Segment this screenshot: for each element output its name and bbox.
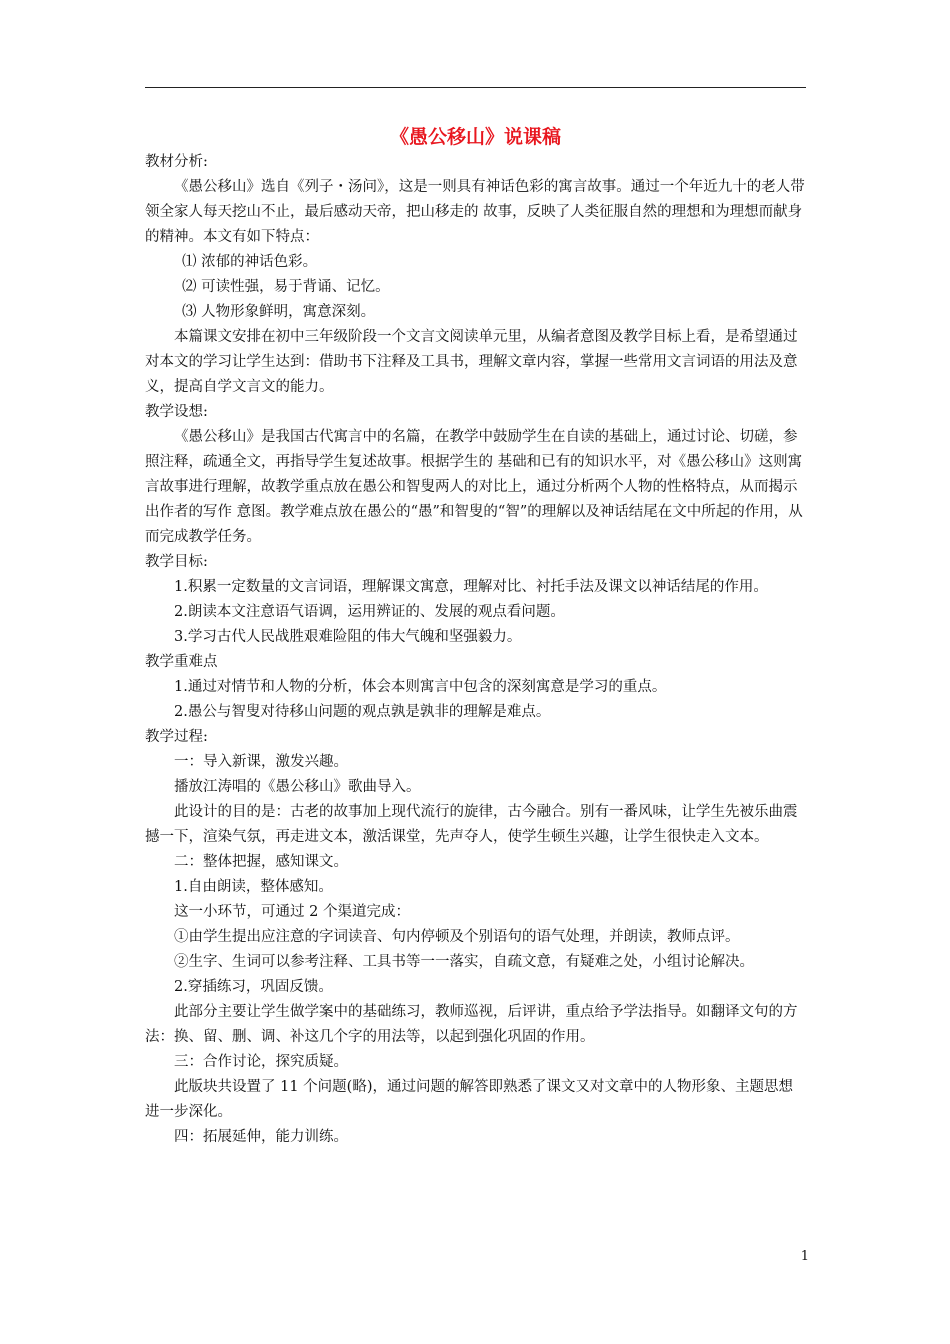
paragraph: 2.朗读本文注意语气语调，运用辨证的、发展的观点看问题。 xyxy=(174,604,565,620)
paragraph: 1.自由朗读，整体感知。 xyxy=(174,879,333,895)
paragraph: ⑵ 可读性强，易于背诵、记忆。 xyxy=(182,279,390,295)
paragraph: 2.愚公与智叟对待移山问题的观点孰是孰非的理解是难点。 xyxy=(174,704,551,720)
paragraph: 四：拓展延伸，能力训练。 xyxy=(174,1129,348,1145)
document-body xyxy=(145,150,806,1150)
paragraph: 1.积累一定数量的文言词语，理解课文寓意，理解对比、衬托手法及课文以神话结尾的作用。 xyxy=(174,579,768,595)
paragraph: 《愚公移山》选自《列子・汤问》，这是一则具有神话色彩的寓言故事。通过一个年近九十的老人带领全家人每天挖山不止，最后感动天帝，把山移走的 故事，反映了人类征服自然的理想和为理想而献身的精神。本文有如下特点： xyxy=(145,179,805,245)
paragraph: 这一小环节，可通过 2 个渠道完成： xyxy=(174,904,410,920)
header-rule xyxy=(145,87,806,88)
paragraph: ②生字、生词可以参考注释、工具书等一一落实，自疏文意，有疑难之处，小组讨论解决。 xyxy=(174,954,754,970)
section-heading: 教材分析: xyxy=(145,154,208,170)
paragraph: 三：合作讨论，探究质疑。 xyxy=(174,1054,348,1070)
paragraph: 此部分主要让学生做学案中的基础练习，教师巡视，后评讲，重点给予学法指导。如翻译文句的方法：换、留、删、调、补这几个字的用法等，以起到强化巩固的作用。 xyxy=(145,1004,798,1045)
paragraph: 二：整体把握，感知课文。 xyxy=(174,854,348,870)
paragraph: 一：导入新课，激发兴趣。 xyxy=(174,754,348,770)
paragraph: ①由学生提出应注意的字词读音、句内停顿及个别语句的语气处理，并朗读，教师点评。 xyxy=(174,929,740,945)
section-heading: 教学设想: xyxy=(145,404,208,420)
paragraph: ⑶ 人物形象鲜明，寓意深刻。 xyxy=(182,304,376,320)
paragraph: 本篇课文安排在初中三年级阶段一个文言文阅读单元里，从编者意图及教学目标上看，是希望通过对本文的学习让学生达到：借助书下注释及工具书，理解文章内容，掌握一些常用文言词语的用法及意义，提高自学文言文的能力。 xyxy=(145,329,798,395)
paragraph: 3.学习古代人民战胜艰难险阻的伟大气魄和坚强毅力。 xyxy=(174,629,522,645)
section-heading: 教学目标: xyxy=(145,554,208,570)
page-number: 1 xyxy=(800,1249,809,1264)
paragraph: 2.穿插练习，巩固反馈。 xyxy=(174,979,333,995)
paragraph: 播放江涛唱的《愚公移山》歌曲导入。 xyxy=(174,779,421,795)
paragraph: 《愚公移山》是我国古代寓言中的名篇，在教学中鼓励学生在自读的基础上，通过讨论、切磋，参照注释，疏通全文，再指导学生复述故事。根据学生的 基础和已有的知识水平，对《愚公移山》这则寓言故事进行理解，故教学重点放在愚公和智叟两人的对比上，通过分析两个人物的性格特点，从而揭示出作者的写作 意图。教学难点放在愚公的“愚”和智叟的“智”的理解以及神话结尾在文中所起的作用，从而完成教学任务。 xyxy=(145,429,803,545)
paragraph: 此设计的目的是：古老的故事加上现代流行的旋律，古今融合。别有一番风味，让学生先被乐曲震撼一下，渲染气氛，再走进文本，激活课堂，先声夺人，使学生顿生兴趣，让学生很快走入文本。 xyxy=(145,804,798,845)
section-heading: 教学重难点 xyxy=(145,654,218,670)
paragraph: ⑴ 浓郁的神话色彩。 xyxy=(182,254,318,270)
paragraph: 此版块共设置了 11 个问题(略)，通过问题的解答即熟悉了课文又对文章中的人物形象、主题思想进一步深化。 xyxy=(145,1079,793,1120)
paragraph: 1.通过对情节和人物的分析，体会本则寓言中包含的深刻寓意是学习的重点。 xyxy=(174,679,667,695)
section-heading: 教学过程: xyxy=(145,729,208,745)
document-title: 《愚公移山》说课稿 xyxy=(389,126,561,148)
